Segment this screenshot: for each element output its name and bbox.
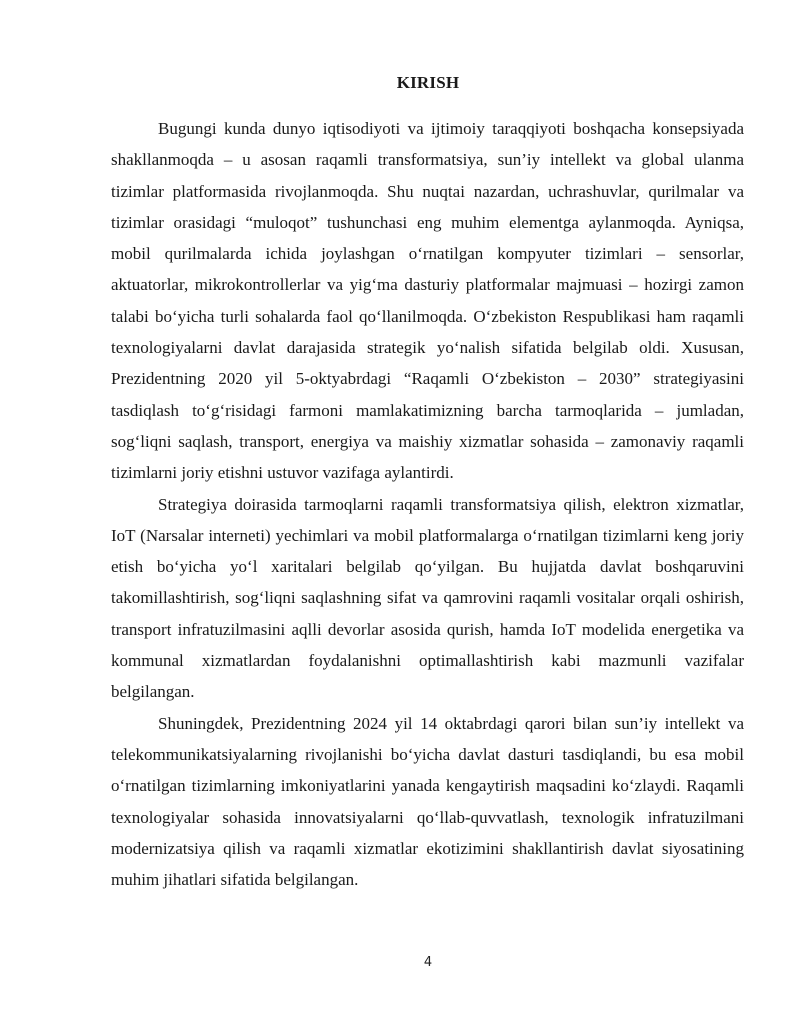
body-text bbox=[111, 113, 744, 895]
paragraph-1: Bugungi kunda dunyo iqtisodiyoti va ijtimoiy taraqqiyoti boshqacha konsepsiyada shakllanmoqda – u asosan raqamli transformatsiya, sun’iy intellekt va global ulanma tizimlar platformasida rivojlanmoqda. Shu nuqtai nazardan, uchrashuvlar, qurilmalar va tizimlar orasidagi “muloqot” tushunchasi eng muhim elementga aylanmoqda. Ayniqsa, mobil qurilmalarda ichida joylashgan o‘rnatilgan kompyuter tizimlari – sensorlar, aktuatorlar, mikrokontrollerlar va yig‘ma dasturiy platformalar majmuasi – hozirgi zamon talabi bo‘yicha turli sohalarda faol qo‘llanilmoqda. O‘zbekiston Respublikasi ham raqamli texnologiyalarni davlat darajasida strategik yo‘nalish sifatida belgilab oldi. Xususan, Prezidentning 2020 yil 5-oktyabrdagi “Raqamli O‘zbekiston – 2030” strategiyasini tasdiqlash to‘g‘risidagi farmoni mamlakatimizning barcha tarmoqlarida – jumladan, sog‘liqni saqlash, transport, energiya va maishiy xizmatlar sohasida – zamonaviy raqamli tizimlarni joriy etishni ustuvor vazifaga aylantirdi. bbox=[111, 119, 744, 483]
paragraph-3: Shuningdek, Prezidentning 2024 yil 14 oktabrdagi qarori bilan sun’iy intellekt va telekommunikatsiyalarning rivojlanishi bo‘yicha davlat dasturi tasdiqlandi, bu esa mobil o‘rnatilgan tizimlarning imkoniyatlarini yanada kengaytirish maqsadini ko‘zlaydi. Raqamli texnologiyalar sohasida innovatsiyalarni qo‘llab-quvvatlash, texnologik infratuzilmani modernizatsiya qilish va raqamli xizmatlar ekotizimini shakllantirish davlat siyosatining muhim jihatlari sifatida belgilangan. bbox=[111, 713, 744, 890]
paragraph-2: Strategiya doirasida tarmoqlarni raqamli transformatsiya qilish, elektron xizmatlar, IoT (Narsalar interneti) yechimlari va mobil platformalarga o‘rnatilgan tizimlarni keng joriy etish bo‘yicha yo‘l xaritalari belgilab qo‘yilgan. Bu hujjatda davlat boshqaruvini takomillashtirish, sog‘liqni saqlashning sifat va qamrovini raqamli vositalar orqali oshirish, transport infratuzilmasini aqlli devorlar asosida qurish, hamda IoT modelida energetika va kommunal xizmatlardan foydalanishni optimallashtirish kabi mazmunli vazifalar belgilangan. bbox=[111, 494, 744, 702]
section-heading: KIRISH bbox=[396, 73, 460, 92]
page-number: 4 bbox=[423, 955, 433, 970]
